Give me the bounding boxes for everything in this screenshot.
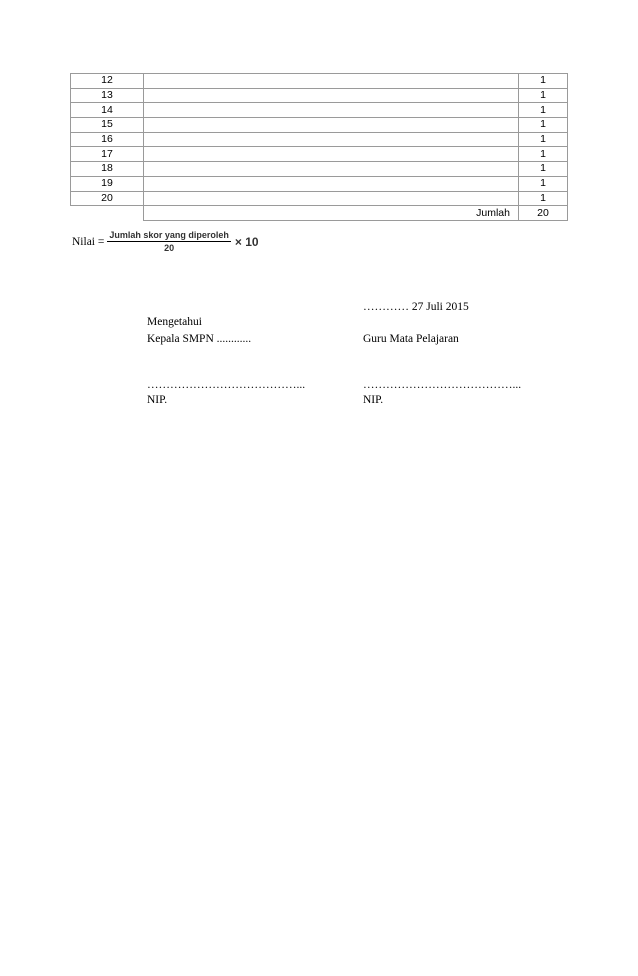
row-score: 1 bbox=[519, 74, 568, 89]
signature-right-nip: NIP. bbox=[363, 394, 384, 406]
row-number: 13 bbox=[71, 88, 144, 103]
signature-left-name-line: …………………………………... bbox=[147, 379, 306, 391]
row-score: 1 bbox=[519, 191, 568, 206]
row-answer-cell bbox=[144, 74, 519, 89]
total-blank-cell bbox=[71, 206, 144, 221]
row-score: 1 bbox=[519, 162, 568, 177]
signature-left-title: Kepala SMPN ............ bbox=[147, 333, 252, 345]
table-row bbox=[71, 103, 568, 118]
row-score: 1 bbox=[519, 88, 568, 103]
total-value: 20 bbox=[519, 206, 568, 221]
row-answer-cell bbox=[144, 132, 519, 147]
signature-left-heading: Mengetahui bbox=[147, 316, 202, 328]
row-number: 19 bbox=[71, 176, 144, 191]
formula-label: Nilai = bbox=[72, 235, 105, 248]
row-number: 20 bbox=[71, 191, 144, 206]
formula-fraction bbox=[107, 230, 231, 253]
table-row bbox=[71, 88, 568, 103]
table-row bbox=[71, 147, 568, 162]
row-score: 1 bbox=[519, 132, 568, 147]
signature-right-title: Guru Mata Pelajaran bbox=[363, 333, 459, 345]
formula-denominator: 20 bbox=[164, 243, 175, 253]
row-answer-cell bbox=[144, 176, 519, 191]
table-row bbox=[71, 74, 568, 89]
table-row bbox=[71, 118, 568, 133]
table-row bbox=[71, 191, 568, 206]
row-answer-cell bbox=[144, 147, 519, 162]
row-answer-cell bbox=[144, 118, 519, 133]
row-answer-cell bbox=[144, 88, 519, 103]
total-row bbox=[71, 206, 568, 221]
formula-numerator: Jumlah skor yang diperoleh bbox=[109, 230, 229, 240]
total-label: Jumlah bbox=[144, 206, 519, 221]
table-row bbox=[71, 162, 568, 177]
row-score: 1 bbox=[519, 118, 568, 133]
row-score: 1 bbox=[519, 176, 568, 191]
row-number: 14 bbox=[71, 103, 144, 118]
signature-left-nip: NIP. bbox=[147, 394, 168, 406]
signature-right-name-line: …………………………………... bbox=[363, 379, 522, 391]
score-table bbox=[70, 73, 568, 221]
row-answer-cell bbox=[144, 162, 519, 177]
row-score: 1 bbox=[519, 147, 568, 162]
row-answer-cell bbox=[144, 103, 519, 118]
row-number: 18 bbox=[71, 162, 144, 177]
table-row bbox=[71, 132, 568, 147]
row-score: 1 bbox=[519, 103, 568, 118]
score-table-body bbox=[71, 74, 568, 221]
row-number: 16 bbox=[71, 132, 144, 147]
row-answer-cell bbox=[144, 191, 519, 206]
score-formula bbox=[72, 230, 259, 253]
row-number: 12 bbox=[71, 74, 144, 89]
row-number: 17 bbox=[71, 147, 144, 162]
formula-multiplier: × 10 bbox=[234, 234, 259, 249]
row-number: 15 bbox=[71, 118, 144, 133]
signature-date: ………… 27 Juli 2015 bbox=[363, 301, 469, 313]
table-row bbox=[71, 176, 568, 191]
